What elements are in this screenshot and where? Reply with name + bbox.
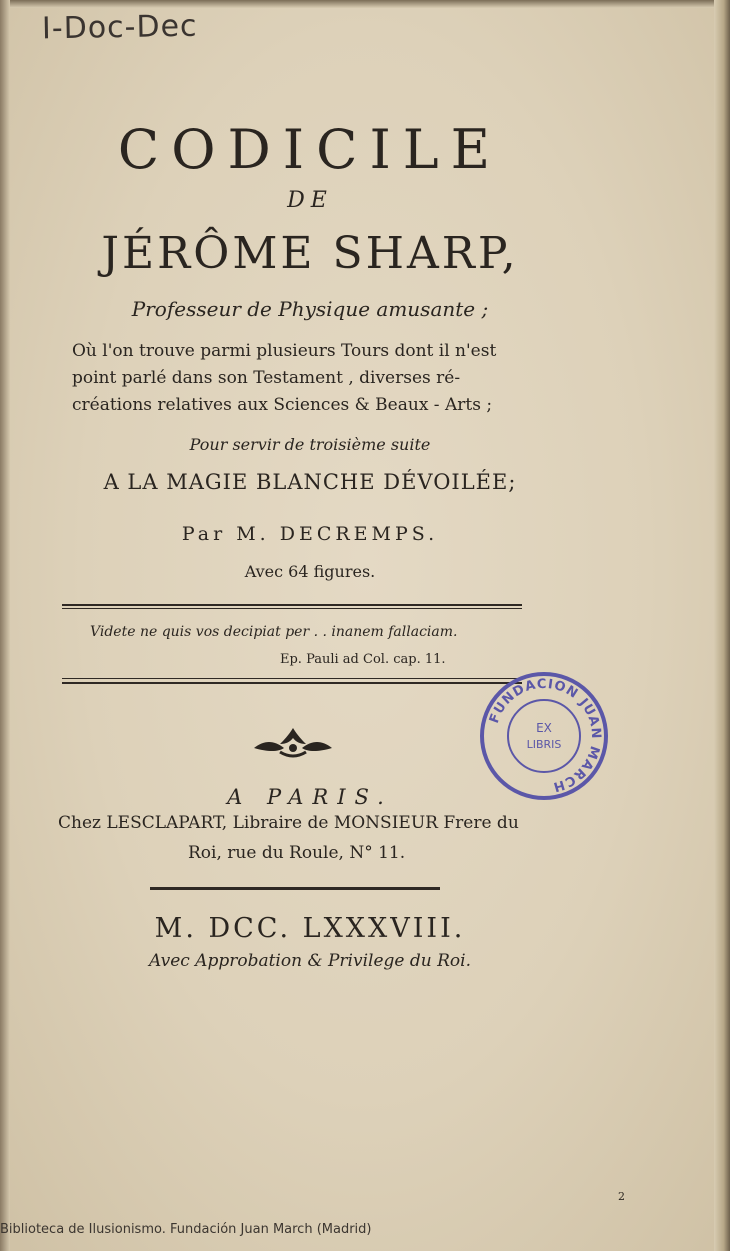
divider-rule	[62, 682, 522, 684]
description-line: créations relatives aux Sciences & Beaux - Arts ;	[72, 395, 493, 415]
description-text	[72, 338, 542, 419]
publisher	[58, 808, 528, 868]
description-line: point parlé dans son Testament , diverses ré-	[72, 368, 461, 388]
motto-citation: Ep. Pauli ad Col. cap. 11.	[280, 652, 446, 667]
divider-rule	[150, 887, 440, 890]
fleuron-ornament	[250, 722, 336, 762]
imprint-city: A PARIS.	[227, 785, 393, 809]
shelfmark-handwritten: I-Doc-Dec	[41, 8, 198, 47]
library-footer: Biblioteca de Ilusionismo. Fundación Juan March (Madrid)	[0, 1222, 372, 1237]
title-de: DE	[287, 188, 333, 213]
publisher-line: Chez LESCLAPART, Libraire de MONSIEUR Frere du	[58, 813, 519, 833]
latin-motto: Videte ne quis vos decipiat per . . inanem fallaciam.	[90, 624, 458, 640]
par-author: Par M. DECREMPS.	[181, 523, 439, 545]
page-left-edge	[0, 0, 10, 1251]
pour-servir: Pour servir de troisième suite	[189, 435, 431, 454]
stamp-ring-text: FUNDACION JUAN MARCH	[486, 676, 604, 795]
magie-blanche: A LA MAGIE BLANCHE DÉVOILÉE;	[103, 470, 517, 494]
author-subtitle: Professeur de Physique amusante ;	[131, 297, 489, 321]
author-name: JÉRÔME SHARP,	[101, 228, 519, 279]
stamp-inner-top: EX	[536, 721, 552, 735]
publication-year: M. DCC. LXXXVIII.	[154, 913, 466, 944]
divider-rule	[62, 608, 522, 609]
library-stamp	[478, 670, 610, 802]
page-right-edge	[714, 0, 730, 1251]
title: CODICILE	[117, 118, 503, 181]
page-top-edge	[0, 0, 730, 8]
divider-rule	[62, 604, 522, 606]
divider-rule	[62, 678, 522, 679]
figures-count: Avec 64 figures.	[244, 562, 376, 581]
page-number: 2	[618, 1190, 625, 1203]
stamp-inner-bottom: LIBRIS	[526, 738, 562, 751]
publisher-line: Roi, rue du Roule, N° 11.	[188, 843, 406, 863]
approbation-line: Avec Approbation & Privilege du Roi.	[149, 951, 471, 971]
description-line: Où l'on trouve parmi plusieurs Tours dont il n'est	[72, 341, 497, 361]
